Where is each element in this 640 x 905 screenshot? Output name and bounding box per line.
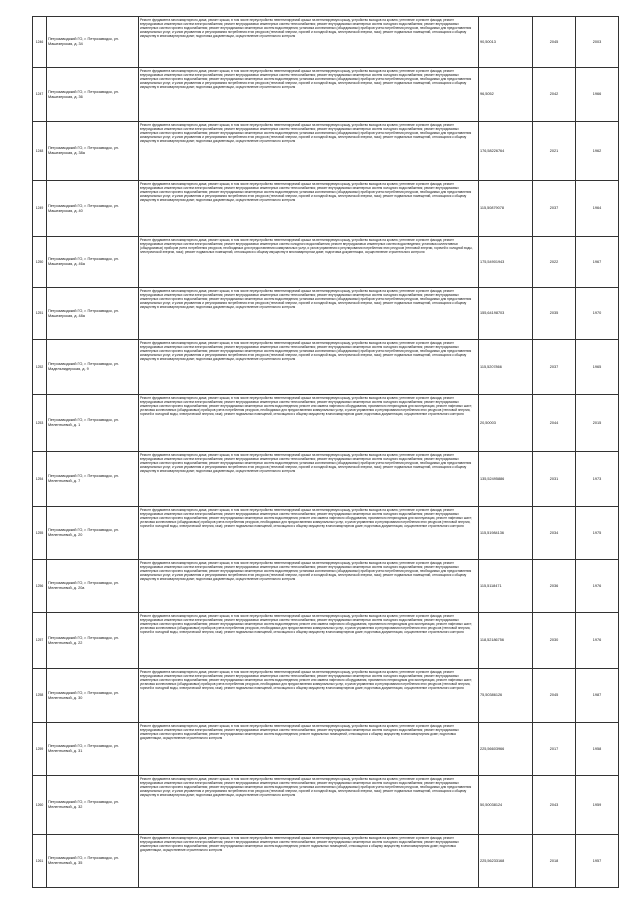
planned-year-cell: 2018: [533, 835, 576, 888]
build-year-cell: 1967: [576, 237, 619, 288]
build-year-cell: 1965: [576, 340, 619, 395]
works-cell: Ремонт фундамента многоквартирного дома; ремонт крыши, в том числе переустройство невентилируемой крыши на вентилируемую крышу, устройство выходов на кровлю; утепление и ремонт фасада; ремонт внутридомовых инженерных систем электроснабжения; ремонт внутридомовых инженерных систем теплоснабжения; ремонт внутридомовых инженерных систем холодного водоснабжения; ремонт внутридомовых инженерных систем горячего водоснабжения; ремонт внутридомовых инженерных систем водоотведения; установка коллективных (общедомовых) приборов учета потребления ресурсов, необходимых для предоставления коммунальных услуг, и узлов управления и регулирования потребления этих ресурсов (тепловой энергии, горячей и холодной воды, электрической энергии, газа); ремонт подвальных помещений, относящихся к общему имуществу в многоквартирном доме; подготовка документации, осуществление строительного контроля: [139, 776, 479, 835]
planned-year-cell: 2037: [533, 181, 576, 237]
build-year-cell: 1964: [576, 181, 619, 237]
works-cell: Ремонт фундамента многоквартирного дома; ремонт крыши, в том числе переустройство невентилируемой крыши на вентилируемую крышу, устройство выходов на кровлю; утепление и ремонт фасада; ремонт внутридомовых инженерных систем электроснабжения; ремонт внутридомовых инженерных систем теплоснабжения; ремонт внутридомовых инженерных систем холодного водоснабжения; ремонт внутридомовых инженерных систем горячего водоснабжения; ремонт внутридомовых инженерных систем водоотведения; ремонт или замена лифтового оборудования, признанного непригодным для эксплуатации, ремонт лифтовых шахт; установка коллективных (общедомовых) приборов учета потребления ресурсов, необходимых для предоставления коммунальных услуг, и узлов управления и регулирования потребления этих ресурсов (тепловой энергии, горячей и холодной воды, электрической энергии, газа); ремонт подвальных помещений, относящихся к общему имуществу в многоквартирном доме; подготовка документации, осуществление строительного контроля: [139, 669, 479, 723]
table-row: [33, 68, 619, 122]
table-row: [33, 835, 619, 888]
address-cell: Петрозаводский ГО, г. Петрозаводск, ул. Машезерская, д. 46а: [47, 237, 139, 288]
row-number: 1260: [33, 776, 47, 835]
build-year-cell: 1957: [576, 835, 619, 888]
table-body: [33, 17, 619, 888]
address-cell: Петрозаводский ГО, г. Петрозаводск, ул. Мелентьевой, д. 31: [47, 723, 139, 776]
works-cell: Ремонт фундамента многоквартирного дома; ремонт крыши, в том числе переустройство невентилируемой крыши на вентилируемую крышу, устройство выходов на кровлю; утепление и ремонт фасада; ремонт внутридомовых инженерных систем электроснабжения; ремонт внутридомовых инженерных систем теплоснабжения; ремонт внутридомовых инженерных систем холодного водоснабжения; ремонт внутридомовых инженерных систем горячего водоснабжения; ремонт внутридомовых инженерных систем водоотведения; установка коллективных (общедомовых) приборов учета потребления ресурсов, необходимых для предоставления коммунальных услуг, и узлов управления и регулирования потребления этих ресурсов (тепловой энергии, горячей и холодной воды, электрической энергии, газа); ремонт подвальных помещений, относящихся к общему имуществу в многоквартирном доме; подготовка документации, осуществление строительного контроля: [139, 17, 479, 68]
table-row: [33, 395, 619, 452]
address-cell: Петрозаводский ГО, г. Петрозаводск, ул. Мелентьевой, д. 20а: [47, 560, 139, 613]
address-cell: Петрозаводский ГО, г. Петрозаводск, ул. Машезерская, д. 34: [47, 17, 139, 68]
planned-year-cell: 2021: [533, 122, 576, 181]
build-year-cell: 1976: [576, 560, 619, 613]
build-year-cell: 2003: [576, 17, 619, 68]
address-cell: Петрозаводский ГО, г. Петрозаводск, ул. Мелентьевой, д. 22: [47, 613, 139, 669]
cost-cell: 118,52186756: [479, 613, 533, 669]
cost-cell: 115,50879078: [479, 181, 533, 237]
works-cell: Ремонт фундамента многоквартирного дома; ремонт крыши, в том числе переустройство невентилируемой крыши на вентилируемую крышу, устройство выходов на кровлю; утепление и ремонт фасада; ремонт внутридомовых инженерных систем электроснабжения; ремонт внутридомовых инженерных систем теплоснабжения; ремонт внутридомовых инженерных систем холодного водоснабжения; ремонт внутридомовых инженерных систем горячего водоснабжения; ремонт внутридомовых инженерных систем водоотведения; установка коллективных (общедомовых) приборов учета потребления ресурсов, необходимых для предоставления коммунальных услуг, и узлов управления и регулирования потребления этих ресурсов (тепловой энергии, горячей и холодной воды, электрической энергии, газа); ремонт подвальных помещений, относящихся к общему имуществу в многоквартирном доме; подготовка документации, осуществление строительного контроля: [139, 288, 479, 340]
cost-cell: 115,51984136: [479, 507, 533, 560]
cost-cell: 176,58226764: [479, 122, 533, 181]
table-row: [33, 723, 619, 776]
row-number: 1253: [33, 395, 47, 452]
address-cell: Петрозаводский ГО, г. Петрозаводск, ул. Мелентьевой, д. 35: [47, 835, 139, 888]
address-cell: Петрозаводский ГО, г. Петрозаводск, ул. Мелентьевой, д. 30: [47, 669, 139, 723]
planned-year-cell: 2022: [533, 237, 576, 288]
row-number: 1256: [33, 560, 47, 613]
build-year-cell: 1976: [576, 613, 619, 669]
address-cell: Петрозаводский ГО, г. Петрозаводск, ул. Мадельнидерская, д. 9: [47, 340, 139, 395]
cost-cell: 155,64198703: [479, 288, 533, 340]
address-cell: Петрозаводский ГО, г. Петрозаводск, ул. Машезерская, д. 40: [47, 181, 139, 237]
address-cell: Петрозаводский ГО, г. Петрозаводск, ул. Мелентьевой, д. 20: [47, 507, 139, 560]
cost-cell: 90,50013: [479, 17, 533, 68]
row-number: 1247: [33, 68, 47, 122]
address-cell: Петрозаводский ГО, г. Петрозаводск, ул. Мелентьевой, д. 1: [47, 395, 139, 452]
planned-year-cell: 2030: [533, 613, 576, 669]
address-cell: Петрозаводский ГО, г. Петрозаводск, ул. Мелентьевой, д. 7: [47, 452, 139, 507]
cost-cell: 115,5118471: [479, 560, 533, 613]
works-cell: Ремонт фундамента многоквартирного дома; ремонт крыши, в том числе переустройство невентилируемой крыши на вентилируемую крышу, устройство выходов на кровлю; утепление и ремонт фасада; ремонт внутридомовых инженерных систем электроснабжения; ремонт внутридомовых инженерных систем теплоснабжения; ремонт внутридомовых инженерных систем холодного водоснабжения; ремонт внутридомовых инженерных систем горячего водоснабжения; ремонт внутридомовых инженерных систем водоотведения; установка коллективных (общедомовых) приборов учета потребления ресурсов, необходимых для предоставления коммунальных услуг, и узлов управления и регулирования потребления этих ресурсов (тепловой энергии, горячей и холодной воды, электрической энергии, газа); ремонт подвальных помещений, относящихся к общему имуществу в многоквартирном доме; подготовка документации, осуществление строительного контроля: [139, 452, 479, 507]
row-number: 1261: [33, 835, 47, 888]
planned-year-cell: 2045: [533, 17, 576, 68]
row-number: 1251: [33, 288, 47, 340]
table-row: [33, 340, 619, 395]
works-cell: Ремонт фундамента многоквартирного дома; ремонт крыши, в том числе переустройство невентилируемой крыши на вентилируемую крышу, устройство выходов на кровлю; утепление и ремонт фасада; ремонт внутридомовых инженерных систем электроснабжения; ремонт внутридомовых инженерных систем теплоснабжения; ремонт внутридомовых инженерных систем холодного водоснабжения; ремонт внутридомовых инженерных систем горячего водоснабжения; ремонт внутридомовых инженерных систем водоотведения; ремонт или замена лифтового оборудования, признанного непригодным для эксплуатации, ремонт лифтовых шахт; установка коллективных (общедомовых) приборов учета потребления ресурсов, необходимых для предоставления коммунальных услуг, и узлов управления и регулирования потребления этих ресурсов (тепловой энергии, горячей и холодной воды, электрической энергии, газа); ремонт подвальных помещений, относящихся к общему имуществу в многоквартирном доме; подготовка документации, осуществление строительного контроля: [139, 507, 479, 560]
address-cell: Петрозаводский ГО, г. Петрозаводск, ул. Мелентьевой, д. 32: [47, 776, 139, 835]
cost-cell: 225,56233168: [479, 835, 533, 888]
row-number: 1248: [33, 122, 47, 181]
build-year-cell: 1966: [576, 68, 619, 122]
table-row: [33, 669, 619, 723]
row-number: 1258: [33, 669, 47, 723]
planned-year-cell: 2045: [533, 669, 576, 723]
table-row: [33, 237, 619, 288]
planned-year-cell: 2031: [533, 452, 576, 507]
row-number: 1246: [33, 17, 47, 68]
cost-cell: 225,56603966: [479, 723, 533, 776]
table-row: [33, 181, 619, 237]
table-row: [33, 560, 619, 613]
row-number: 1252: [33, 340, 47, 395]
planned-year-cell: 2044: [533, 395, 576, 452]
build-year-cell: 1975: [576, 507, 619, 560]
works-cell: Ремонт фундамента многоквартирного дома; ремонт крыши, в том числе переустройство невентилируемой крыши на вентилируемую крышу, устройство выходов на кровлю; утепление и ремонт фасада; ремонт внутридомовых инженерных систем электроснабжения; ремонт внутридомовых инженерных систем теплоснабжения; ремонт внутридомовых инженерных систем холодного водоснабжения; ремонт внутридомовых инженерных систем горячего водоснабжения; ремонт внутридомовых инженерных систем водоотведения; ремонт или замена лифтового оборудования, признанного непригодным для эксплуатации, ремонт лифтовых шахт; установка коллективных (общедомовых) приборов учета потребления ресурсов, необходимых для предоставления коммунальных услуг, и узлов управления и регулирования потребления этих ресурсов (тепловой энергии, горячей и холодной воды, электрической энергии, газа); ремонт подвальных помещений, относящихся к общему имуществу в многоквартирном доме; подготовка документации, осуществление строительного контроля: [139, 613, 479, 669]
cost-cell: 135,52495886: [479, 452, 533, 507]
row-number: 1250: [33, 237, 47, 288]
table-row: [33, 452, 619, 507]
planned-year-cell: 2036: [533, 560, 576, 613]
planned-year-cell: 2037: [533, 340, 576, 395]
document-table: [32, 16, 619, 888]
build-year-cell: 1958: [576, 723, 619, 776]
row-number: 1257: [33, 613, 47, 669]
works-cell: Ремонт фундамента многоквартирного дома; ремонт крыши, в том числе переустройство невентилируемой крыши на вентилируемую крышу, устройство выходов на кровлю; утепление и ремонт фасада; ремонт внутридомовых инженерных систем электроснабжения; ремонт внутридомовых инженерных систем теплоснабжения; ремонт внутридомовых инженерных систем холодного водоснабжения; ремонт внутридомовых инженерных систем горячего водоснабжения; ремонт внутридомовых инженерных систем водоотведения; установка коллективных (общедомовых) приборов учета потребления ресурсов, необходимых для предоставления коммунальных услуг, и узлов управления и регулирования потребления этих ресурсов (тепловой энергии, горячей и холодной воды, электрической энергии, газа); ремонт подвальных помещений, относящихся к общему имуществу в многоквартирном доме; подготовка документации, осуществление строительного контроля: [139, 181, 479, 237]
planned-year-cell: 2034: [533, 507, 576, 560]
cost-cell: 175,54901943: [479, 237, 533, 288]
build-year-cell: 1987: [576, 669, 619, 723]
cost-cell: 115,5207866: [479, 340, 533, 395]
build-year-cell: 1970: [576, 288, 619, 340]
works-cell: Ремонт фундамента многоквартирного дома; ремонт крыши, в том числе переустройство невентилируемой крыши на вентилируемую крышу, устройство выходов на кровлю; утепление и ремонт фасада; ремонт внутридомовых инженерных систем электроснабжения; ремонт внутридомовых инженерных систем теплоснабжения; ремонт внутридомовых инженерных систем холодного водоснабжения; ремонт внутридомовых инженерных систем горячего водоснабжения; ремонт внутридомовых инженерных систем водоотведения; ремонт подвальных помещений, относящихся к общему имуществу в многоквартирном доме; подготовка документации, осуществление строительного контроля: [139, 723, 479, 776]
cost-cell: 50,50038124: [479, 776, 533, 835]
row-number: 1255: [33, 507, 47, 560]
table-row: [33, 613, 619, 669]
row-number: 1249: [33, 181, 47, 237]
cost-cell: 20,50003: [479, 395, 533, 452]
build-year-cell: 1959: [576, 776, 619, 835]
address-cell: Петрозаводский ГО, г. Петрозаводск, ул. Машезерская, д. 38а: [47, 122, 139, 181]
planned-year-cell: 2042: [533, 68, 576, 122]
table-row: [33, 507, 619, 560]
row-number: 1254: [33, 452, 47, 507]
works-cell: Ремонт фундамента многоквартирного дома; ремонт крыши, в том числе переустройство невентилируемой крыши на вентилируемую крышу, устройство выходов на кровлю; утепление и ремонт фасада; ремонт внутридомовых инженерных систем электроснабжения; ремонт внутридомовых инженерных систем теплоснабжения; ремонт внутридомовых инженерных систем холодного водоснабжения; ремонт внутридомовых инженерных систем горячего водоснабжения; ремонт внутридомовых инженерных систем водоотведения; установка коллективных (общедомовых) приборов учета потребления ресурсов, необходимых для предоставления коммунальных услуг, и узлов управления и регулирования потребления этих ресурсов (тепловой энергии, горячей и холодной воды, электрической энергии, газа); ремонт подвальных помещений, относящихся к общему имуществу в многоквартирном доме; подготовка документации, осуществление строительного контроля: [139, 122, 479, 181]
address-cell: Петрозаводский ГО, г. Петрозаводск, ул. Машезерская, д. 36: [47, 68, 139, 122]
build-year-cell: 1962: [576, 122, 619, 181]
works-cell: Ремонт фундамента многоквартирного дома; ремонт крыши, в том числе переустройство невентилируемой крыши на вентилируемую крышу, устройство выходов на кровлю; утепление и ремонт фасада; ремонт внутридомовых инженерных систем электроснабжения; ремонт внутридомовых инженерных систем теплоснабжения; ремонт внутридомовых инженерных систем холодного водоснабжения; ремонт внутридомовых инженерных систем горячего водоснабжения; ремонт внутридомовых инженерных систем водоотведения; установка коллективных (общедомовых) приборов учета потребления ресурсов, необходимых для предоставления коммунальных услуг, и узлов управления и регулирования потребления этих ресурсов (тепловой энергии, горячей и холодной воды, электрической энергии, газа); ремонт подвальных помещений, относящихся к общему имуществу в многоквартирном доме; подготовка документации, осуществление строительного контроля: [139, 68, 479, 122]
table-row: [33, 122, 619, 181]
build-year-cell: 1973: [576, 452, 619, 507]
works-cell: Ремонт фундамента многоквартирного дома; ремонт крыши, в том числе переустройство невентилируемой крыши на вентилируемую крышу, устройство выходов на кровлю; утепление и ремонт фасада; ремонт внутридомовых инженерных систем электроснабжения; ремонт внутридомовых инженерных систем холодного водоснабжения; ремонт внутридомовых инженерных систем водоотведения; установка коллективных (общедомовых) приборов учета потребления ресурсов, необходимых для предоставления коммунальных услуг, и узлов управления и регулирования потребления этих ресурсов (тепловой энергии, горячей и холодной воды, электрической энергии, газа); ремонт подвальных помещений, относящихся к общему имуществу в многоквартирном доме; подготовка документации, осуществление строительного контроля: [139, 237, 479, 288]
works-cell: Ремонт фундамента многоквартирного дома; ремонт крыши, в том числе переустройство невентилируемой крыши на вентилируемую крышу, устройство выходов на кровлю; утепление и ремонт фасада; ремонт внутридомовых инженерных систем электроснабжения; ремонт внутридомовых инженерных систем теплоснабжения; ремонт внутридомовых инженерных систем холодного водоснабжения; ремонт внутридомовых инженерных систем горячего водоснабжения; ремонт внутридомовых инженерных систем водоотведения; ремонт или замена лифтового оборудования, признанного непригодным для эксплуатации, ремонт лифтовых шахт; установка коллективных (общедомовых) приборов учета потребления ресурсов, необходимых для предоставления коммунальных услуг, и узлов управления и регулирования потребления этих ресурсов (тепловой энергии, горячей и холодной воды, электрической энергии, газа); ремонт подвальных помещений, относящихся к общему имуществу в многоквартирном доме; подготовка документации, осуществление строительного контроля: [139, 395, 479, 452]
table-row: [33, 17, 619, 68]
planned-year-cell: 2017: [533, 723, 576, 776]
build-year-cell: 2015: [576, 395, 619, 452]
address-cell: Петрозаводский ГО, г. Петрозаводск, ул. Машезерская, д. 48а: [47, 288, 139, 340]
table-row: [33, 776, 619, 835]
planned-year-cell: 2035: [533, 288, 576, 340]
works-cell: Ремонт фундамента многоквартирного дома; ремонт крыши, в том числе переустройство невентилируемой крыши на вентилируемую крышу, устройство выходов на кровлю; утепление и ремонт фасада; ремонт внутридомовых инженерных систем электроснабжения; ремонт внутридомовых инженерных систем теплоснабжения; ремонт внутридомовых инженерных систем холодного водоснабжения; ремонт внутридомовых инженерных систем горячего водоснабжения; ремонт внутридомовых инженерных систем водоотведения; установка коллективных (общедомовых) приборов учета потребления ресурсов, необходимых для предоставления коммунальных услуг, и узлов управления и регулирования потребления этих ресурсов (тепловой энергии, горячей и холодной воды, электрической энергии, газа); ремонт подвальных помещений, относящихся к общему имуществу в многоквартирном доме; подготовка документации, осуществление строительного контроля: [139, 560, 479, 613]
planned-year-cell: 2043: [533, 776, 576, 835]
cost-cell: 96,5052: [479, 68, 533, 122]
row-number: 1259: [33, 723, 47, 776]
cost-cell: 75,50386126: [479, 669, 533, 723]
works-cell: Ремонт фундамента многоквартирного дома; ремонт крыши, в том числе переустройство невентилируемой крыши на вентилируемую крышу, устройство выходов на кровлю; утепление и ремонт фасада; ремонт внутридомовых инженерных систем электроснабжения; ремонт внутридомовых инженерных систем теплоснабжения; ремонт внутридомовых инженерных систем холодного водоснабжения; ремонт внутридомовых инженерных систем горячего водоснабжения; ремонт внутридомовых инженерных систем водоотведения; установка коллективных (общедомовых) приборов учета потребления ресурсов, необходимых для предоставления коммунальных услуг, и узлов управления и регулирования потребления этих ресурсов (тепловой энергии, горячей и холодной воды, электрической энергии, газа); ремонт подвальных помещений, относящихся к общему имуществу в многоквартирном доме; подготовка документации, осуществление строительного контроля: [139, 340, 479, 395]
table-row: [33, 288, 619, 340]
works-cell: Ремонт фундамента многоквартирного дома; ремонт крыши, в том числе переустройство невентилируемой крыши на вентилируемую крышу, устройство выходов на кровлю; утепление и ремонт фасада; ремонт внутридомовых инженерных систем электроснабжения; ремонт внутридомовых инженерных систем теплоснабжения; ремонт внутридомовых инженерных систем холодного водоснабжения; ремонт внутридомовых инженерных систем горячего водоснабжения; ремонт внутридомовых инженерных систем водоотведения; ремонт подвальных помещений, относящихся к общему имуществу в многоквартирном доме; подготовка документации, осуществление строительного контроля: [139, 835, 479, 888]
